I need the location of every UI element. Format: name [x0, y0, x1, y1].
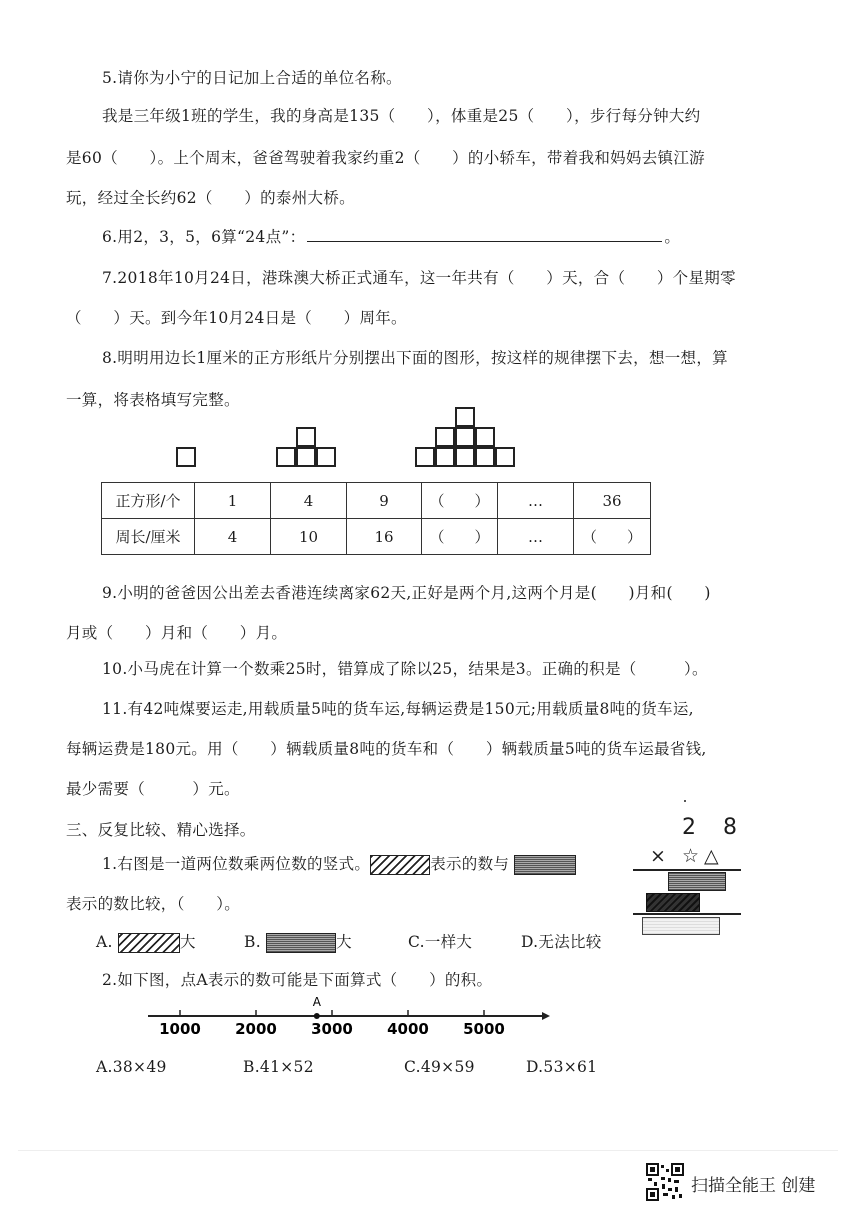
number-line-tick-label: 4000 [387, 1020, 429, 1038]
q7-line2: （ ）天。到今年10月24日是（ ）周年。 [66, 309, 407, 327]
q6-prefix: 6.用2，3，5，6算“24点”： [102, 228, 306, 246]
qr-code-icon [646, 1163, 684, 1201]
option-a-word: 大 [179, 933, 196, 951]
table-cell: … [498, 519, 574, 555]
table-cell: 4 [195, 519, 271, 555]
c1-option-d[interactable]: D.无法比较 [521, 933, 602, 951]
table-cell: … [498, 483, 574, 519]
q9-line2: 月或（ ）月和（ ）月。 [66, 624, 288, 642]
figure-top-number: 2 8 [682, 815, 747, 840]
arrow-icon [542, 1012, 550, 1020]
q9-line1: 9.小明的爸爸因公出差去香港连续离家62天,正好是两个月,这两个月是( )月和( ) [102, 584, 711, 602]
q11-line2: 每辆运费是180元。用（ ）辆载质量8吨的货车和（ ）辆载质量5吨的货车运最省钱, [66, 740, 707, 758]
point-a-label: A [312, 995, 321, 1009]
c2-option-b[interactable]: B.41×52 [243, 1058, 314, 1076]
figure-dark-row [646, 893, 700, 912]
q6-line [102, 225, 680, 247]
option-b-label: B. [244, 933, 261, 951]
c1-line1 [102, 852, 576, 875]
c2-option-a[interactable]: A.38×49 [96, 1058, 167, 1076]
c2-option-d[interactable]: D.53×61 [526, 1058, 598, 1076]
number-line-tick-label: 5000 [463, 1020, 505, 1038]
option-b-word: 大 [336, 933, 352, 951]
q5-title: 5.请你为小宁的日记加上合适的单位名称。 [102, 69, 402, 87]
figure-rule-1 [633, 869, 741, 871]
q7-line1: 7.2018年10月24日，港珠澳大桥正式通车，这一年共有（ ）天，合（ ）个星期零 [102, 269, 736, 287]
c2-option-c[interactable]: C.49×59 [404, 1058, 475, 1076]
c1-line2: 表示的数比较，（ ）。 [66, 895, 241, 913]
hatched-block-icon [118, 933, 180, 953]
table-cell: 9 [347, 483, 422, 519]
figure-multiplier: × ☆△ [650, 845, 724, 867]
q8-line1: 8.明明用边长1厘米的正方形纸片分别摆出下面的图形，按这样的规律摆下去，想一想，算 [102, 349, 728, 367]
figure-rule-2 [633, 913, 741, 915]
table-cell: 1 [195, 483, 271, 519]
q5-line1: 我是三年级1班的学生，我的身高是135（ ），体重是25（ ），步行每分钟大约 [102, 107, 701, 125]
page-divider [18, 1150, 838, 1151]
table-cell: 36 [574, 483, 651, 519]
pattern-table [101, 482, 651, 555]
c1-part1: 1.右图是一道两位数乘两位数的竖式。 [102, 855, 371, 873]
q6-answer-blank[interactable] [307, 227, 662, 242]
hatched-block-icon [370, 855, 430, 875]
figure-light-row [642, 917, 720, 935]
table-cell: 16 [347, 519, 422, 555]
number-line-tick-label: 2000 [235, 1020, 277, 1038]
table-answer-cell[interactable]: （ ） [574, 519, 651, 555]
table-cell: 周长/厘米 [102, 519, 195, 555]
dotted-block-icon [514, 855, 576, 875]
c1-option-a[interactable] [96, 930, 196, 953]
q11-line3: 最少需要（ ）元。 [66, 780, 240, 798]
table-cell: 10 [271, 519, 347, 555]
q5-line3: 玩，经过全长约62（ ）的泰州大桥。 [66, 189, 355, 207]
section3-title: 三、反复比较、精心选择。 [66, 821, 256, 839]
table-answer-cell[interactable]: （ ） [422, 519, 498, 555]
option-a-label: A. [96, 933, 113, 951]
c1-option-b[interactable] [244, 930, 352, 953]
table-cell: 正方形/个 [102, 483, 195, 519]
figure-dotted-row [668, 872, 726, 891]
point-a [314, 1013, 320, 1019]
q8-line2: 一算，将表格填写完整。 [66, 391, 240, 409]
q11-line1: 11.有42吨煤要运走,用载质量5吨的货车运,每辆运费是150元;用载质量8吨的货车运, [102, 700, 694, 718]
footer-credit: 扫描全能王 创建 [691, 1176, 816, 1196]
table-row [102, 483, 651, 519]
table-row [102, 519, 651, 555]
c1-option-c[interactable]: C.一样大 [408, 933, 473, 951]
q10-line: 10.小马虎在计算一个数乘25时，错算成了除以25，结果是3。正确的积是（ ）。 [102, 660, 708, 678]
q6-suffix: 。 [664, 228, 681, 246]
number-line-tick-label: 3000 [311, 1020, 353, 1038]
c2-line1: 2.如下图，点A表示的数可能是下面算式（ ）的积。 [102, 971, 493, 989]
table-cell: 4 [271, 483, 347, 519]
table-answer-cell[interactable]: （ ） [422, 483, 498, 519]
number-line-tick-label: 1000 [159, 1020, 201, 1038]
number-line [140, 992, 560, 1042]
dotted-block-icon [266, 933, 336, 953]
q5-line2: 是60（ ）。上个周末，爸爸驾驶着我家约重2（ ）的小轿车，带着我和妈妈去镇江游 [66, 149, 705, 167]
c1-part2: 表示的数与 [430, 855, 510, 873]
